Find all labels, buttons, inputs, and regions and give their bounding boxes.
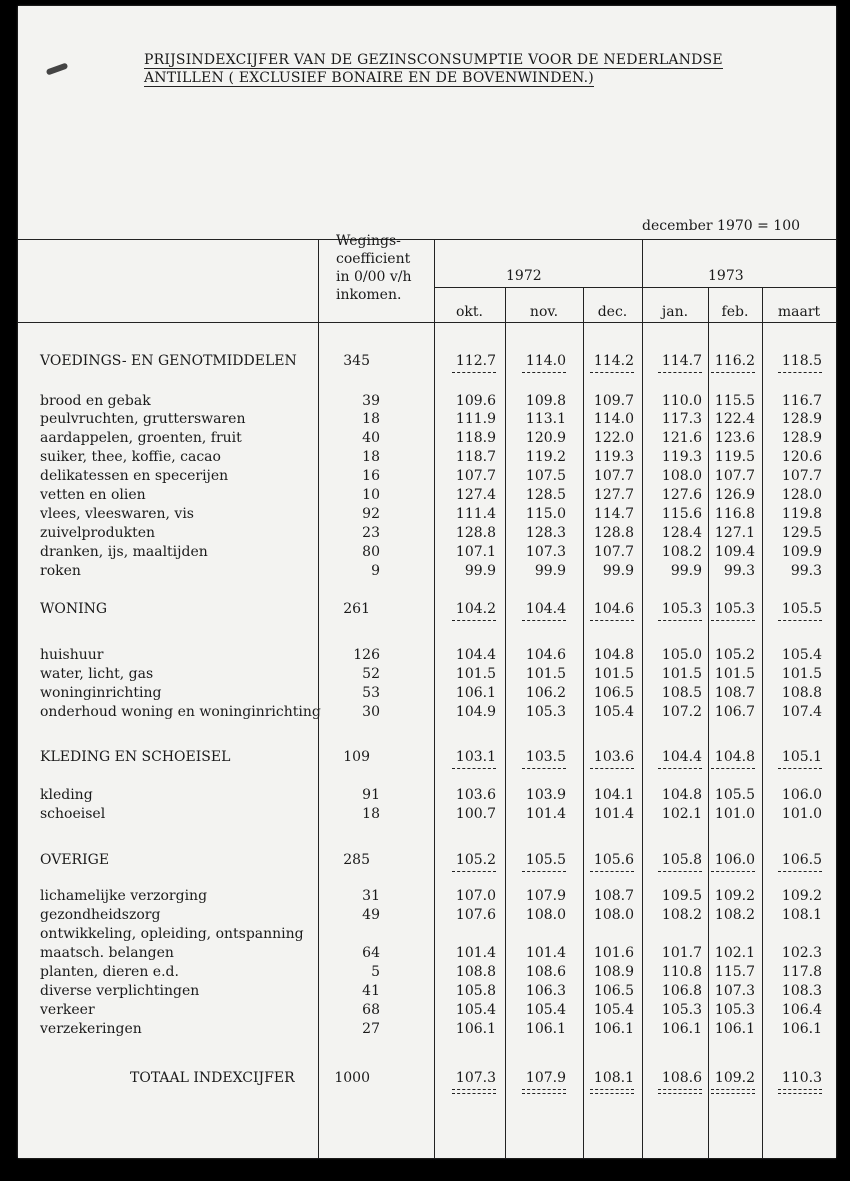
value-cell: 109.9 xyxy=(781,544,822,560)
value-cell: 105.5 xyxy=(714,787,755,803)
value-cell: 101.6 xyxy=(593,945,634,961)
item-label: ontwikkeling, opleiding, ontspanning xyxy=(40,926,304,942)
weight-cell: 1000 xyxy=(334,1070,370,1086)
dashed-underline xyxy=(711,768,755,769)
value-cell: 104.2 xyxy=(455,601,496,617)
value-cell: 119.8 xyxy=(781,506,822,522)
value-cell: 107.7 xyxy=(455,468,496,484)
value-cell: 105.5 xyxy=(781,601,822,617)
value-cell: 115.6 xyxy=(661,506,702,522)
value-cell: 104.4 xyxy=(525,601,566,617)
value-cell: 108.3 xyxy=(781,983,822,999)
dashed-underline xyxy=(452,372,496,373)
value-cell: 117.8 xyxy=(781,964,822,980)
value-cell: 103.1 xyxy=(455,749,496,765)
item-label: brood en gebak xyxy=(40,393,151,409)
weight-cell: 27 xyxy=(362,1021,380,1037)
value-cell: 109.2 xyxy=(781,888,822,904)
value-cell: 127.7 xyxy=(593,487,634,503)
value-cell: 101.5 xyxy=(593,666,634,682)
weight-cell: 18 xyxy=(362,411,380,427)
value-cell: 101.0 xyxy=(781,806,822,822)
value-cell: 119.2 xyxy=(525,449,566,465)
value-cell: 107.7 xyxy=(781,468,822,484)
dashed-underline xyxy=(522,372,566,373)
header-bottom-rule xyxy=(18,322,836,323)
dashed-underline xyxy=(778,871,822,872)
value-cell: 108.0 xyxy=(593,907,634,923)
value-cell: 116.8 xyxy=(714,506,755,522)
value-cell: 106.8 xyxy=(661,983,702,999)
value-cell: 122.0 xyxy=(593,430,634,446)
value-cell: 109.6 xyxy=(455,393,496,409)
item-label: roken xyxy=(40,563,81,579)
year-1973: 1973 xyxy=(708,268,744,284)
weight-cell: 68 xyxy=(362,1002,380,1018)
value-cell: 109.2 xyxy=(714,1070,755,1086)
value-cell: 119.3 xyxy=(593,449,634,465)
weight-cell: 91 xyxy=(362,787,380,803)
weight-cell: 49 xyxy=(362,907,380,923)
value-cell: 104.4 xyxy=(661,749,702,765)
value-cell: 104.6 xyxy=(593,601,634,617)
value-cell: 99.9 xyxy=(464,563,496,579)
weight-cell: 126 xyxy=(353,647,380,663)
value-cell: 128.8 xyxy=(455,525,496,541)
value-cell: 101.4 xyxy=(593,806,634,822)
double-underline xyxy=(778,1089,822,1094)
item-label: water, licht, gas xyxy=(40,666,154,682)
value-cell: 108.2 xyxy=(661,544,702,560)
value-cell: 112.7 xyxy=(455,353,496,369)
value-cell: 101.5 xyxy=(661,666,702,682)
item-label: huishuur xyxy=(40,647,104,663)
dashed-underline xyxy=(590,620,634,621)
value-cell: 106.4 xyxy=(781,1002,822,1018)
value-cell: 105.3 xyxy=(661,601,702,617)
double-underline xyxy=(711,1089,755,1094)
dashed-underline xyxy=(778,372,822,373)
weight-cell: 23 xyxy=(362,525,380,541)
value-cell: 108.5 xyxy=(661,685,702,701)
value-cell: 116.2 xyxy=(714,353,755,369)
value-cell: 107.1 xyxy=(455,544,496,560)
value-cell: 115.7 xyxy=(714,964,755,980)
value-cell: 108.2 xyxy=(714,907,755,923)
value-cell: 106.1 xyxy=(455,1021,496,1037)
dashed-underline xyxy=(658,768,702,769)
title-line-1: PRIJSINDEXCIJFER VAN DE GEZINSCONSUMPTIE VOOR DE NEDERLANDSE xyxy=(144,52,723,68)
weight-cell: 52 xyxy=(362,666,380,682)
item-label: lichamelijke verzorging xyxy=(40,888,208,904)
dashed-underline xyxy=(590,768,634,769)
value-cell: 110.0 xyxy=(661,393,702,409)
value-cell: 101.5 xyxy=(525,666,566,682)
value-cell: 107.2 xyxy=(661,704,702,720)
value-cell: 105.2 xyxy=(455,852,496,868)
value-cell: 119.3 xyxy=(661,449,702,465)
weight-cell: 18 xyxy=(362,449,380,465)
double-underline xyxy=(658,1089,702,1094)
value-cell: 107.7 xyxy=(593,468,634,484)
value-cell: 121.6 xyxy=(661,430,702,446)
value-cell: 108.1 xyxy=(593,1070,634,1086)
value-cell: 109.2 xyxy=(714,888,755,904)
value-cell: 106.1 xyxy=(593,1021,634,1037)
weight-cell: 5 xyxy=(371,964,380,980)
weight-cell: 41 xyxy=(362,983,380,999)
value-cell: 107.3 xyxy=(525,544,566,560)
value-cell: 103.6 xyxy=(593,749,634,765)
value-cell: 104.8 xyxy=(714,749,755,765)
weight-cell: 9 xyxy=(371,563,380,579)
value-cell: 107.7 xyxy=(593,544,634,560)
value-cell: 115.0 xyxy=(525,506,566,522)
value-cell: 114.0 xyxy=(525,353,566,369)
group-label: OVERIGE xyxy=(40,852,110,868)
dashed-underline xyxy=(778,620,822,621)
punch-mark xyxy=(46,62,69,75)
value-cell: 104.8 xyxy=(593,647,634,663)
item-label: schoeisel xyxy=(40,806,106,822)
value-cell: 128.4 xyxy=(661,525,702,541)
group-label: VOEDINGS- EN GENOTMIDDELEN xyxy=(40,353,297,369)
value-cell: 105.4 xyxy=(593,1002,634,1018)
value-cell: 118.9 xyxy=(455,430,496,446)
value-cell: 127.6 xyxy=(661,487,702,503)
value-cell: 105.3 xyxy=(661,1002,702,1018)
weight-header-line: in 0/00 v/h xyxy=(336,269,412,285)
group-label: WONING xyxy=(40,601,108,617)
value-cell: 105.4 xyxy=(525,1002,566,1018)
value-cell: 108.7 xyxy=(593,888,634,904)
value-cell: 99.3 xyxy=(790,563,822,579)
value-cell: 117.3 xyxy=(661,411,702,427)
value-cell: 106.1 xyxy=(781,1021,822,1037)
weight-cell: 31 xyxy=(362,888,380,904)
value-cell: 108.2 xyxy=(661,907,702,923)
value-cell: 108.1 xyxy=(781,907,822,923)
col-divider-weight xyxy=(318,239,319,1158)
value-cell: 107.9 xyxy=(525,888,566,904)
value-cell: 105.8 xyxy=(661,852,702,868)
item-label: maatsch. belangen xyxy=(40,945,174,961)
value-cell: 127.1 xyxy=(714,525,755,541)
value-cell: 105.5 xyxy=(525,852,566,868)
weight-header-line: Wegings- xyxy=(336,233,401,249)
item-label: diverse verplichtingen xyxy=(40,983,200,999)
value-cell: 108.7 xyxy=(714,685,755,701)
weight-header-line: coefficient xyxy=(336,251,411,267)
value-cell: 100.7 xyxy=(455,806,496,822)
title-line-2: ANTILLEN ( EXCLUSIEF BONAIRE EN DE BOVENWINDEN.) xyxy=(144,70,594,86)
dashed-underline xyxy=(658,372,702,373)
value-cell: 105.0 xyxy=(661,647,702,663)
value-cell: 114.0 xyxy=(593,411,634,427)
value-cell: 101.4 xyxy=(525,945,566,961)
value-cell: 115.5 xyxy=(714,393,755,409)
value-cell: 108.0 xyxy=(661,468,702,484)
value-cell: 119.5 xyxy=(714,449,755,465)
month-dec: dec. xyxy=(597,304,628,320)
dashed-underline xyxy=(658,871,702,872)
value-cell: 104.6 xyxy=(525,647,566,663)
month-maart: maart xyxy=(777,304,821,320)
weight-cell: 80 xyxy=(362,544,380,560)
value-cell: 101.7 xyxy=(661,945,702,961)
value-cell: 99.9 xyxy=(534,563,566,579)
dashed-underline xyxy=(452,871,496,872)
dashed-underline xyxy=(452,620,496,621)
value-cell: 111.9 xyxy=(455,411,496,427)
weight-cell: 10 xyxy=(362,487,380,503)
value-cell: 129.5 xyxy=(781,525,822,541)
value-cell: 104.4 xyxy=(455,647,496,663)
value-cell: 107.9 xyxy=(525,1070,566,1086)
value-cell: 114.7 xyxy=(661,353,702,369)
value-cell: 101.4 xyxy=(455,945,496,961)
value-cell: 104.1 xyxy=(593,787,634,803)
value-cell: 109.8 xyxy=(525,393,566,409)
year-rule xyxy=(434,287,836,288)
value-cell: 126.9 xyxy=(714,487,755,503)
value-cell: 102.1 xyxy=(661,806,702,822)
value-cell: 106.7 xyxy=(714,704,755,720)
value-cell: 118.7 xyxy=(455,449,496,465)
dashed-underline xyxy=(590,372,634,373)
value-cell: 106.3 xyxy=(525,983,566,999)
value-cell: 103.9 xyxy=(525,787,566,803)
dashed-underline xyxy=(711,620,755,621)
value-cell: 107.5 xyxy=(525,468,566,484)
value-cell: 101.5 xyxy=(714,666,755,682)
weight-cell: 345 xyxy=(343,353,370,369)
double-underline xyxy=(590,1089,634,1094)
double-underline xyxy=(452,1089,496,1094)
weight-cell: 16 xyxy=(362,468,380,484)
table-top-rule xyxy=(18,239,836,240)
value-cell: 108.0 xyxy=(525,907,566,923)
dashed-underline xyxy=(522,871,566,872)
value-cell: 123.6 xyxy=(714,430,755,446)
value-cell: 128.5 xyxy=(525,487,566,503)
value-cell: 105.6 xyxy=(593,852,634,868)
value-cell: 102.3 xyxy=(781,945,822,961)
month-nov: nov. xyxy=(529,304,559,320)
value-cell: 106.0 xyxy=(714,852,755,868)
item-label: woninginrichting xyxy=(40,685,162,701)
item-label: verzekeringen xyxy=(40,1021,142,1037)
dashed-underline xyxy=(658,620,702,621)
value-cell: 103.6 xyxy=(455,787,496,803)
weight-cell: 40 xyxy=(362,430,380,446)
value-cell: 108.8 xyxy=(455,964,496,980)
value-cell: 105.4 xyxy=(781,647,822,663)
month-feb: feb. xyxy=(721,304,749,320)
value-cell: 106.1 xyxy=(455,685,496,701)
weight-cell: 30 xyxy=(362,704,380,720)
value-cell: 118.5 xyxy=(781,353,822,369)
value-cell: 99.9 xyxy=(670,563,702,579)
value-cell: 128.3 xyxy=(525,525,566,541)
value-cell: 105.8 xyxy=(455,983,496,999)
value-cell: 102.1 xyxy=(714,945,755,961)
value-cell: 107.4 xyxy=(781,704,822,720)
value-cell: 106.0 xyxy=(781,787,822,803)
item-label: kleding xyxy=(40,787,93,803)
value-cell: 104.9 xyxy=(455,704,496,720)
value-cell: 101.5 xyxy=(781,666,822,682)
value-cell: 128.0 xyxy=(781,487,822,503)
value-cell: 107.6 xyxy=(455,907,496,923)
weight-cell: 53 xyxy=(362,685,380,701)
value-cell: 107.3 xyxy=(455,1070,496,1086)
base-note: december 1970 = 100 xyxy=(642,218,801,234)
value-cell: 113.1 xyxy=(525,411,566,427)
weight-header-line: inkomen. xyxy=(336,287,402,303)
weight-header xyxy=(336,232,411,304)
dashed-underline xyxy=(452,768,496,769)
double-underline xyxy=(522,1089,566,1094)
value-cell: 109.7 xyxy=(593,393,634,409)
item-label: peulvruchten, grutterswaren xyxy=(40,411,246,427)
value-cell: 99.3 xyxy=(723,563,755,579)
value-cell: 120.6 xyxy=(781,449,822,465)
item-label: verkeer xyxy=(40,1002,95,1018)
value-cell: 114.2 xyxy=(593,353,634,369)
value-cell: 103.5 xyxy=(525,749,566,765)
value-cell: 101.0 xyxy=(714,806,755,822)
value-cell: 120.9 xyxy=(525,430,566,446)
value-cell: 122.4 xyxy=(714,411,755,427)
value-cell: 107.0 xyxy=(455,888,496,904)
dashed-underline xyxy=(778,768,822,769)
value-cell: 99.9 xyxy=(602,563,634,579)
dashed-underline xyxy=(711,372,755,373)
weight-cell: 64 xyxy=(362,945,380,961)
value-cell: 108.9 xyxy=(593,964,634,980)
value-cell: 128.9 xyxy=(781,411,822,427)
year-1972: 1972 xyxy=(506,268,542,284)
document-page xyxy=(18,6,836,1158)
dashed-underline xyxy=(590,871,634,872)
value-cell: 127.4 xyxy=(455,487,496,503)
value-cell: 105.4 xyxy=(593,704,634,720)
group-label: KLEDING EN SCHOEISEL xyxy=(40,749,231,765)
weight-cell: 18 xyxy=(362,806,380,822)
value-cell: 107.7 xyxy=(714,468,755,484)
total-label: TOTAAL INDEXCIJFER xyxy=(130,1070,295,1086)
weight-cell: 285 xyxy=(343,852,370,868)
value-cell: 109.4 xyxy=(714,544,755,560)
value-cell: 105.3 xyxy=(525,704,566,720)
dashed-underline xyxy=(522,768,566,769)
item-label: dranken, ijs, maaltijden xyxy=(40,544,208,560)
value-cell: 105.3 xyxy=(714,1002,755,1018)
value-cell: 109.5 xyxy=(661,888,702,904)
item-label: suiker, thee, koffie, cacao xyxy=(40,449,221,465)
month-jan: jan. xyxy=(661,304,689,320)
value-cell: 111.4 xyxy=(455,506,496,522)
value-cell: 106.2 xyxy=(525,685,566,701)
value-cell: 105.1 xyxy=(781,749,822,765)
value-cell: 108.6 xyxy=(525,964,566,980)
value-cell: 110.8 xyxy=(661,964,702,980)
value-cell: 114.7 xyxy=(593,506,634,522)
value-cell: 105.4 xyxy=(455,1002,496,1018)
value-cell: 108.6 xyxy=(661,1070,702,1086)
value-cell: 128.9 xyxy=(781,430,822,446)
dashed-underline xyxy=(522,620,566,621)
weight-cell: 39 xyxy=(362,393,380,409)
weight-cell: 92 xyxy=(362,506,380,522)
value-cell: 104.8 xyxy=(661,787,702,803)
value-cell: 116.7 xyxy=(781,393,822,409)
item-label: gezondheidszorg xyxy=(40,907,161,923)
weight-cell: 109 xyxy=(343,749,370,765)
value-cell: 106.1 xyxy=(525,1021,566,1037)
value-cell: 107.3 xyxy=(714,983,755,999)
value-cell: 110.3 xyxy=(781,1070,822,1086)
value-cell: 108.8 xyxy=(781,685,822,701)
month-okt: okt. xyxy=(456,304,483,320)
weight-cell: 261 xyxy=(343,601,370,617)
value-cell: 105.3 xyxy=(714,601,755,617)
value-cell: 106.5 xyxy=(593,983,634,999)
value-cell: 105.2 xyxy=(714,647,755,663)
value-cell: 128.8 xyxy=(593,525,634,541)
item-label: planten, dieren e.d. xyxy=(40,964,179,980)
value-cell: 106.5 xyxy=(593,685,634,701)
item-label: zuivelprodukten xyxy=(40,525,156,541)
value-cell: 106.1 xyxy=(661,1021,702,1037)
value-cell: 106.5 xyxy=(781,852,822,868)
item-label: delikatessen en specerijen xyxy=(40,468,229,484)
value-cell: 101.5 xyxy=(455,666,496,682)
item-label: onderhoud woning en woninginrichting xyxy=(40,704,321,720)
item-label: aardappelen, groenten, fruit xyxy=(40,430,242,446)
dashed-underline xyxy=(711,871,755,872)
item-label: vlees, vleeswaren, vis xyxy=(40,506,194,522)
value-cell: 101.4 xyxy=(525,806,566,822)
item-label: vetten en olien xyxy=(40,487,146,503)
value-cell: 106.1 xyxy=(714,1021,755,1037)
